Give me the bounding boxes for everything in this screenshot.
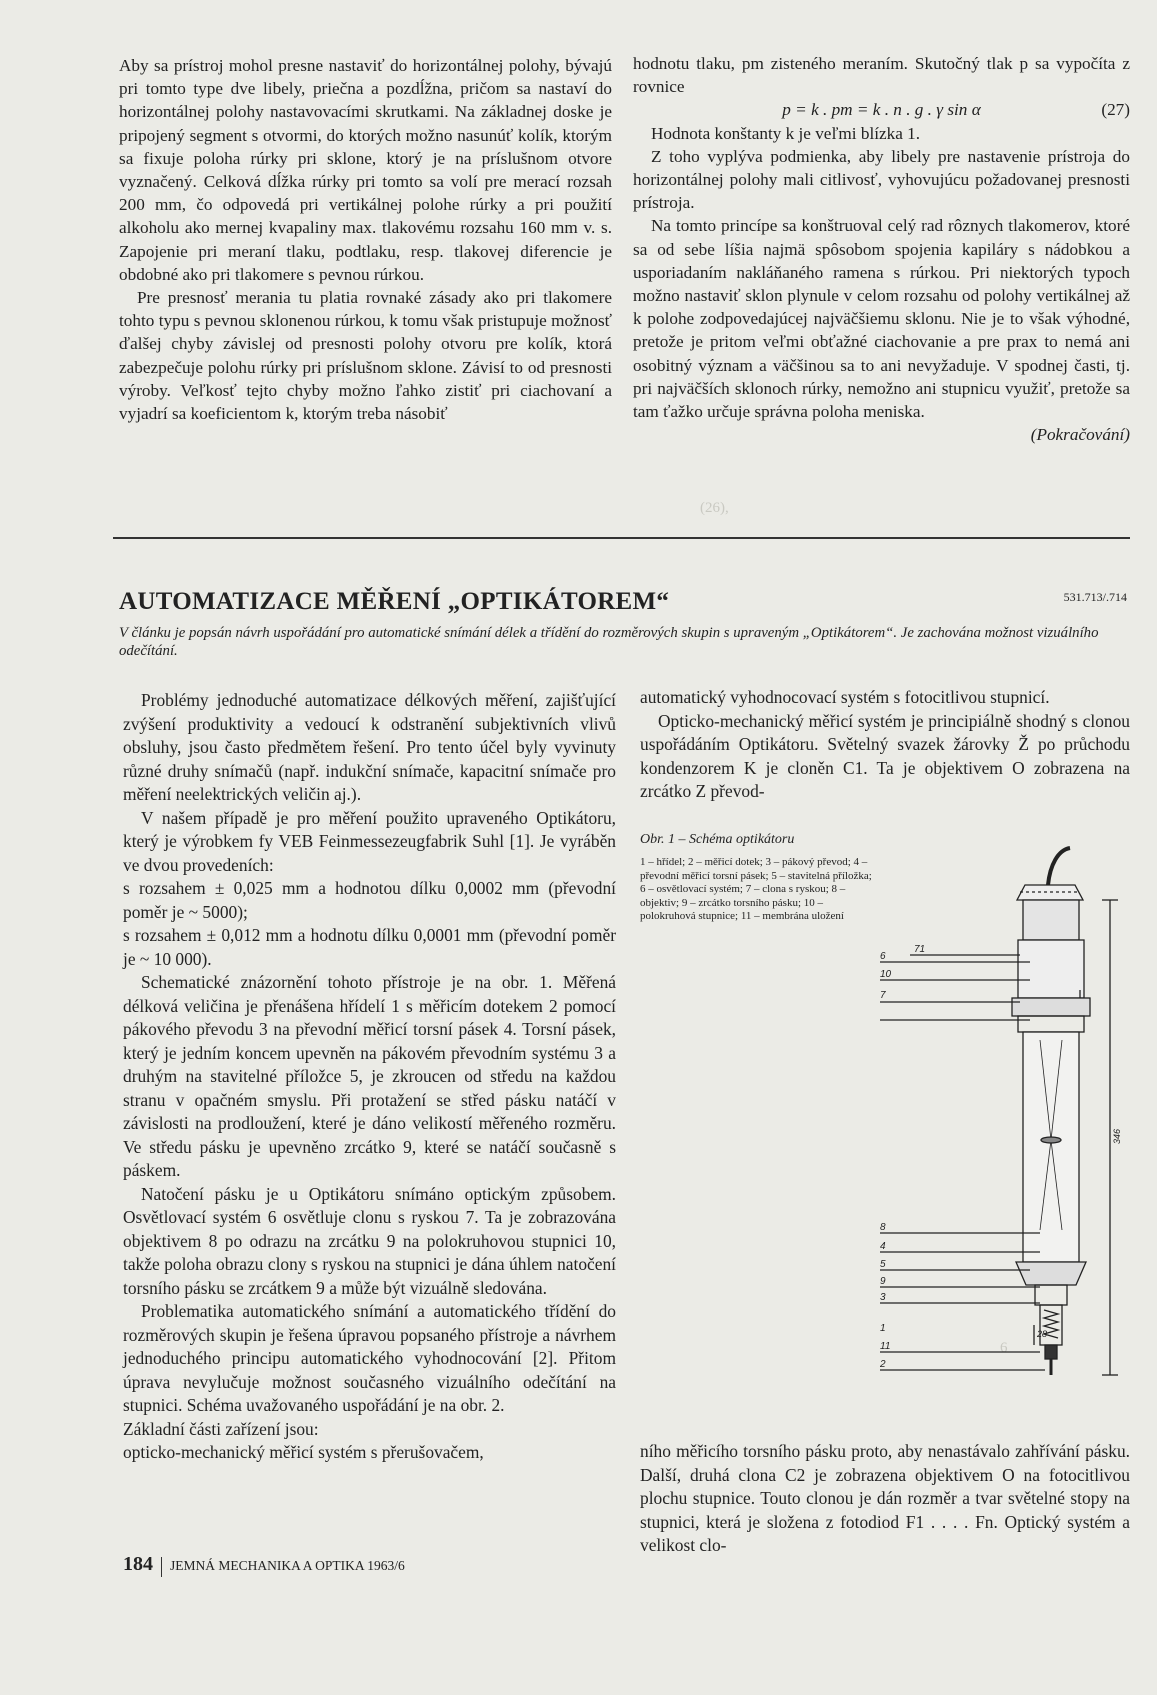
figure-label: 1 [880,1323,886,1334]
list-item: opticko-mechanický měřicí systém s přerušovačem, [123,1442,484,1462]
paragraph: V našem případě je pro měření použito upraveného Optikátoru, který je výrobkem fy VEB Feinmessezeugfabrik Suhl [1]. Je vyráběn ve dvou provedeních: [123,807,616,875]
figure-caption: Obr. 1 – Schéma optikátoru [640,832,795,847]
figure-label: 2 [880,1359,886,1370]
figure-label: 9 [880,1276,886,1287]
figure-label: 8 [880,1222,886,1233]
figure-label: 10 [880,969,892,980]
paragraph: Problémy jednoduché automatizace délkových měření, zajišťující zvýšení produktivity a vedoucí k odstranění subjektivních vlivů obsluhy, jsou často předmětem řešení. Pro tento účel byly vyvinuty různé druhy snímačů (např. indukční snímače, kapacitní snímače pro měření neelektrických veličin aj.). [123,690,616,804]
equation-text: p = k . pm = k . n . g . γ sin α [782,100,981,120]
paragraph: hodnotu tlaku, pm zisteného meraním. Skutočný tlak p sa vypočíta z rovnice [633,54,1130,97]
upper-left-column [119,54,612,425]
figure-label: 11 [880,1341,891,1352]
section-divider [113,537,1130,539]
page-footer [123,1553,405,1577]
figure-label: 7 [880,990,886,1001]
paragraph: Základní části zařízení jsou: [123,1418,319,1439]
paragraph: Problematika automatického snímání a automatického třídění do rozměrových skupin je řešena úpravou popsaného přístroje a návrhem jednoduchého principu automatického vyhodnocování [2]. Přitom úprava nevylučuje možnost současného vizuálního odečítání na stupnici. Schéma uvažovaného uspořádání je na obr. 2. [123,1301,616,1415]
figure-dimension: 346 [1112,1128,1122,1144]
figure-legend: 1 – hřídel; 2 – měřicí dotek; 3 – pákový převod; 4 – převodní měřicí torsní pásek; 5 – stavitelná příložka; 6 – osvětlovací systém; 7 – clona s ryskou; 8 – objektiv; 9 – zrcátko torsního pásku; 10 – polokruhová stupnice; 11 – membrána uložení [640,856,872,922]
paragraph: Opticko-mechanický měřicí systém je principiálně shodný s clonou uspořádáním Optikátoru. Světelný svazek žárovky Ž po průchodu kondenzorem K je cloněn C1. Ta je objektivem O zobrazena na zrcátko Z převod- [640,710,1130,801]
figure-label: 4 [880,1241,886,1252]
paragraph: Na tomto princípe sa konštruoval celý rad rôznych tlakomerov, ktoré sa od sebe líšia najmä spôsobom spojenia kapiláry s nádobkou a usporiadaním nakláňaného ramena s rúrkou. Pri niektorých typoch možno nastaviť sklon plynule v celom rozsahu od polohy vertikálnej až k polohe zodpovedajúcej najväčšiemu sklonu. Nie je to však výhodné, pretože je pritom veľmi obťažné ciachovanie a pre prax to nemá ani osobitný význam a väčšinou sa to ani nevyžaduje. V spodnej časti, tj. pri najväčších sklonoch rúrky, nemožno ani stupnicu využiť, pretože sa tam ťažko určuje správna poloha meniska. [633,216,1130,422]
udc-code: 531.713/.714 [1063,590,1127,604]
optikator-schematic [880,840,1130,1380]
article-abstract: V článku je popsán návrh uspořádání pro automatické snímání délek a třídění do rozměrových skupin s upraveným „Optikátorem“. Je zachována možnost vizuálního odečítání. [119,625,1099,659]
paragraph: Z toho vyplýva podmienka, aby libely pre nastavenie prístroja do horizontálnej polohy mali citlivosť, vyhovujúcu požadovanej presnosti prístroja. [633,146,1130,213]
figure-dimension: 28 [1037,1329,1048,1339]
paragraph: Aby sa prístroj mohol presne nastaviť do horizontálnej polohy, bývajú pri tomto type dve libely, priečna a pozdĺžna, pričom sa nastaví do horizontálnej polohy nastavovacími skrutkami. Na základnej doske je pripojený segment s otvormi, do ktorých možno nasunúť kolík, ktorým sa fixuje poloha rúrky pri sklone, ktorý je na príslušnom otvore vyznačený. Celková dĺžka rúrky pri tomto sa volí pre merací rozsah 200 mm, čo odpovedá pri vertikálnej polohe rúrky a pri použití alkoholu ako mernej kvapaliny max. tlakovému rozsahu 160 mm v. s. Zapojenie pri meraní tlaku, podtlaku, resp. tlakovej diferencie je obdobné ako pri tlakomere s pevnou rúrkou. [119,56,612,284]
upper-right-column [633,52,1130,446]
figure-label: 6 [880,951,886,962]
figure-label: 5 [880,1259,886,1270]
paragraph: Hodnota konštanty k je veľmi blízka 1. [651,123,921,143]
paragraph: ního měřicího torsního pásku proto, aby nenastávalo zahřívání pásku. Další, druhá clona C2 je zobrazena objektivem O na fotocitlivou plochu stupnice. Touto clonou je dán rozměr a tvar světelné stopy na stupnici, která je složena z fotodiod F1 . . . . Fn. Optický systém a velikost clo- [640,1441,1130,1555]
bleed-through-text: (26), [700,500,729,516]
page-number: 184 [123,1553,153,1575]
continued-note: (Pokračování) [1030,425,1130,445]
paragraph: Schematické znázornění tohoto přístroje je na obr. 1. Měřená délková veličina je přenášena hřídelí 1 s měřicím dotekem 2 pomocí pákového převodu 3 na převodní měřicí torsní pásek 4. Torsní pásek, který je jedním koncem upevněn na pákovém převodním systému 3 a druhým na stavitelné příložce 5, je zkroucen od středu na každou stranu v opačném smyslu. Při protažení se střed pásku natáčí v závislosti na prodloužení, které je dáno velikostí měřeného rozměru. Ve středu pásku je upevněno zrcátko 9, které se natáčí současně s páskem. [123,972,616,1180]
paragraph: Natočení pásku je u Optikátoru snímáno optickým způsobem. Osvětlovací systém 6 osvětluje clonu s ryskou 7. Ta je zobrazována objektivem 8 po odrazu na zrcátku 9 na polokruhovou stupnici 10, takže poloha obrazu clony s ryskou na stupnici je dána úhlem natočení torsního pásku se zrcátkem 9 a může být vizuálně sledována. [123,1183,616,1298]
equation-27 [633,98,1130,121]
lower-left-column [123,689,616,1465]
bleed-through-text: 6 [1000,1340,1008,1356]
lower-right-column-top [640,686,1130,804]
paragraph: automatický vyhodnocovací systém s fotocitlivou stupnicí. [640,687,1050,707]
footer-divider [161,1557,162,1577]
article-title: AUTOMATIZACE MĚŘENÍ „OPTIKÁTOREM“ [119,588,670,615]
equation-number: (27) [1101,100,1130,120]
figure-label: 71 [914,944,926,955]
paragraph: Pre presnosť merania tu platia rovnaké zásady ako pri tlakomere tohto typu s pevnou sklonenou rúrkou, k tomu však pristupuje možnosť ďalšej chyby závislej od presnosti polohy otvoru pre kolík, ktorá zabezpečuje polohu rúrky pri príslušnom sklone. Závisí to od presnosti výroby. Veľkosť tejto chyby možno ľahko zistiť pri ciachovaní a vyjadrí sa koeficientom k, ktorým treba násobiť [119,288,612,424]
lower-right-column-bottom [640,1440,1130,1558]
journal-name: JEMNÁ MECHANIKA A OPTIKA 1963/6 [170,1558,405,1573]
list-item: s rozsahem ± 0,012 mm a hodnotu dílku 0,0001 mm (převodní poměr je ~ 10 000). [123,925,616,969]
list-item: s rozsahem ± 0,025 mm a hodnotou dílku 0,0002 mm (převodní poměr je ~ 5000); [123,878,616,922]
figure-label: 3 [880,1292,886,1303]
